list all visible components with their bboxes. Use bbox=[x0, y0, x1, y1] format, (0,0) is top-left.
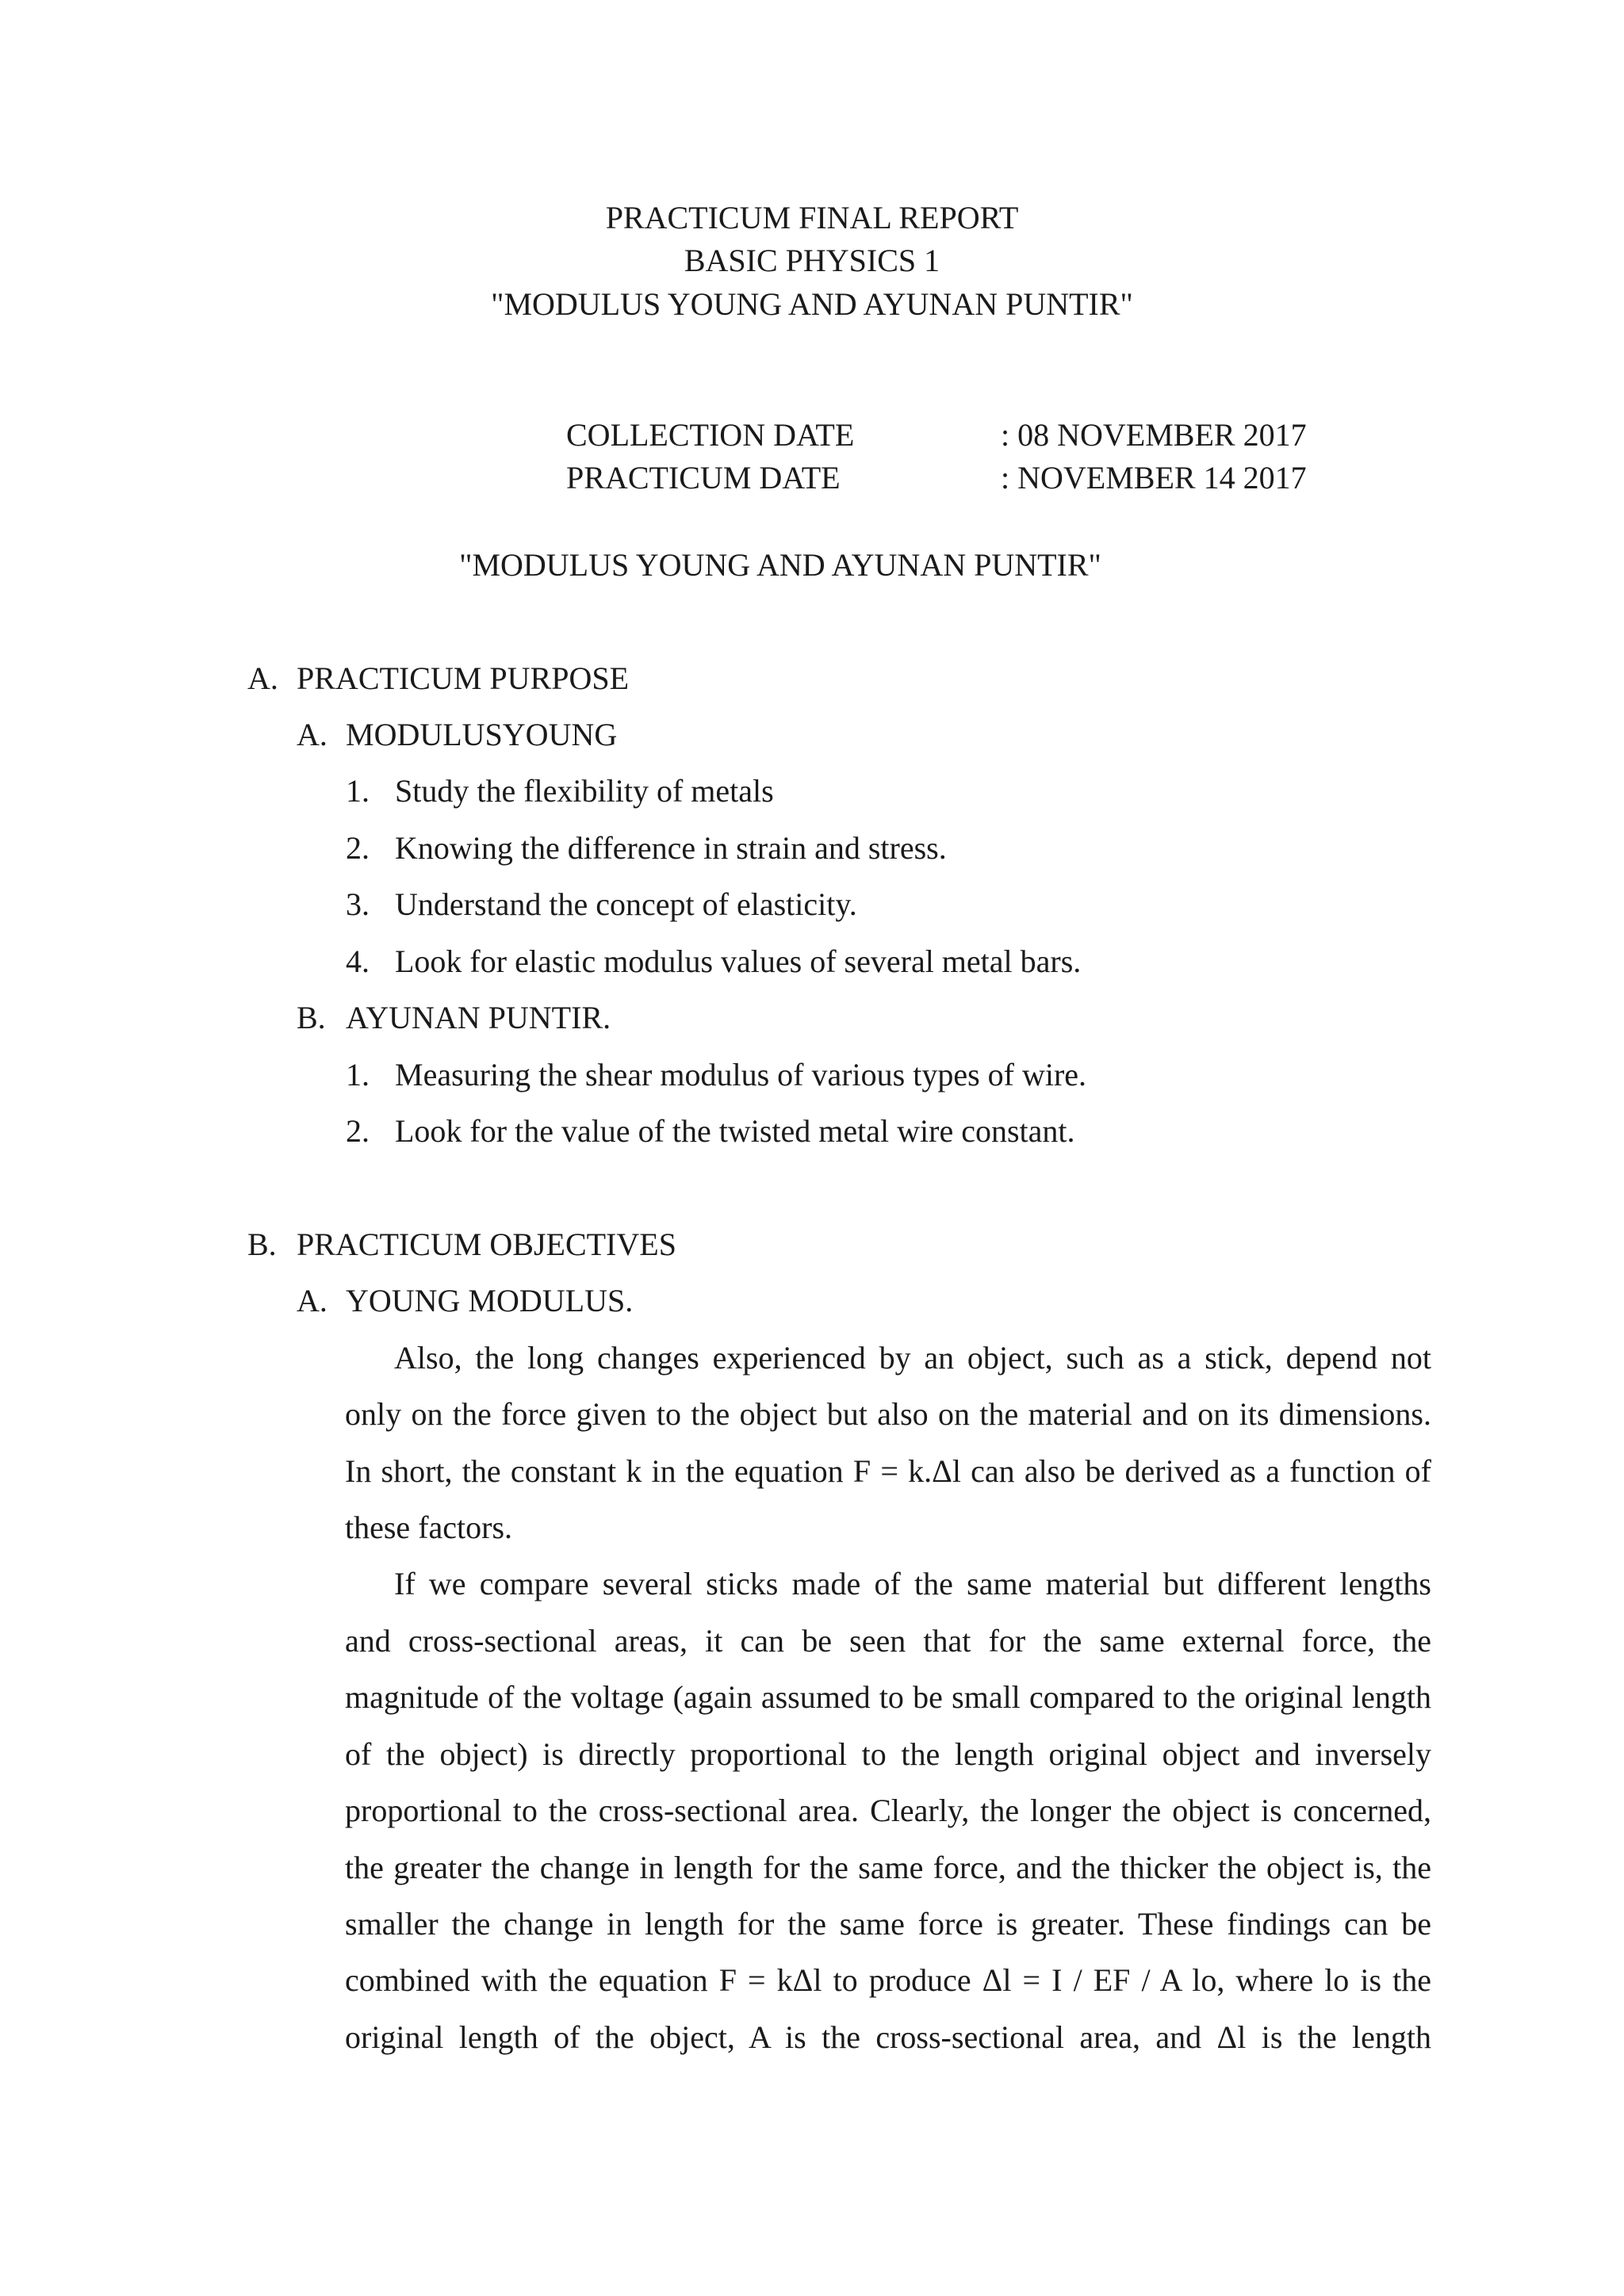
subtitle: "MODULUS YOUNG AND AYUNAN PUNTIR" bbox=[459, 547, 1101, 583]
section-b-title: PRACTICUM OBJECTIVES bbox=[297, 1226, 676, 1262]
list-item-number: 3. bbox=[346, 886, 370, 922]
list-item bbox=[346, 940, 1081, 983]
list-item-number: 4. bbox=[346, 943, 370, 979]
course-title: BASIC PHYSICS 1 bbox=[684, 243, 940, 278]
list-item-number: 2. bbox=[346, 1113, 370, 1149]
list-item bbox=[346, 827, 947, 870]
paragraph-2-line: If we compare several sticks made of the same material but different lengths bbox=[394, 1566, 1431, 1601]
report-title: PRACTICUM FINAL REPORT bbox=[605, 200, 1019, 235]
section-b-sub-a-title: YOUNG MODULUS. bbox=[346, 1283, 634, 1318]
paragraph-2-line: combined with the equation F = kΔl to produce Δl = I / EF / A lo, where lo is the bbox=[345, 1962, 1431, 1998]
list-item-number: 1. bbox=[346, 1057, 370, 1093]
paragraph-2-line: and cross-sectional areas, it can be seen that for the same external force, the bbox=[345, 1623, 1431, 1659]
list-item bbox=[346, 770, 774, 813]
section-a-heading bbox=[247, 657, 629, 700]
section-a-sub-b-heading bbox=[297, 997, 611, 1039]
practicum-date-label: PRACTICUM DATE bbox=[566, 460, 841, 496]
paragraph-2-line: magnitude of the voltage (again assumed to be small compared to the original length bbox=[345, 1679, 1431, 1715]
paragraph-1-line: In short, the constant k in the equation F = k.Δl can also be derived as a function of bbox=[345, 1453, 1431, 1489]
list-item bbox=[346, 1054, 1086, 1096]
paragraph-2-line: of the object) is directly proportional to the length original object and inversely bbox=[345, 1736, 1431, 1772]
practicum-date-value: : NOVEMBER 14 2017 bbox=[1001, 460, 1307, 496]
list-item-number: 2. bbox=[346, 830, 370, 866]
collection-date-label: COLLECTION DATE bbox=[566, 417, 855, 453]
section-b-sub-a-marker: A. bbox=[297, 1283, 327, 1318]
list-item-text: Look for the value of the twisted metal wire constant. bbox=[395, 1113, 1075, 1149]
paragraph-2-line: proportional to the cross-sectional area. Clearly, the longer the object is concerned, bbox=[345, 1793, 1431, 1828]
section-a-title: PRACTICUM PURPOSE bbox=[297, 660, 630, 696]
section-b-marker: B. bbox=[247, 1226, 277, 1262]
section-b-heading bbox=[247, 1223, 676, 1266]
list-item-number: 1. bbox=[346, 773, 370, 809]
section-b-sub-a-heading bbox=[297, 1280, 633, 1322]
section-a-sub-a-title: MODULUSYOUNG bbox=[346, 717, 618, 752]
section-a-sub-b-title: AYUNAN PUNTIR. bbox=[346, 1000, 611, 1035]
list-item-text: Knowing the difference in strain and stress. bbox=[395, 830, 947, 866]
section-a-sub-a-marker: A. bbox=[297, 717, 327, 752]
experiment-title: "MODULUS YOUNG AND AYUNAN PUNTIR" bbox=[491, 286, 1133, 322]
paragraph-1-line: Also, the long changes experienced by an object, such as a stick, depend not bbox=[394, 1340, 1431, 1376]
paragraph-1-line: only on the force given to the object but also on the material and on its dimensions. bbox=[345, 1396, 1431, 1432]
list-item-text: Study the flexibility of metals bbox=[395, 773, 774, 809]
list-item-text: Look for elastic modulus values of several metal bars. bbox=[395, 943, 1082, 979]
collection-date-value: : 08 NOVEMBER 2017 bbox=[1001, 417, 1307, 453]
paragraph-2-line: original length of the object, A is the cross-sectional area, and Δl is the length bbox=[345, 2019, 1431, 2055]
section-a-sub-b-marker: B. bbox=[297, 1000, 326, 1035]
list-item bbox=[346, 883, 857, 926]
section-a-marker: A. bbox=[247, 660, 278, 696]
list-item-text: Understand the concept of elasticity. bbox=[395, 886, 857, 922]
paragraph-2-line: smaller the change in length for the same force is greater. These findings can be bbox=[345, 1906, 1431, 1942]
list-item bbox=[346, 1110, 1075, 1153]
paragraph-1-line: these factors. bbox=[345, 1510, 513, 1545]
section-a-sub-a-heading bbox=[297, 714, 617, 756]
paragraph-2-line: the greater the change in length for the same force, and the thicker the object is, the bbox=[345, 1850, 1431, 1885]
list-item-text: Measuring the shear modulus of various types of wire. bbox=[395, 1057, 1087, 1093]
